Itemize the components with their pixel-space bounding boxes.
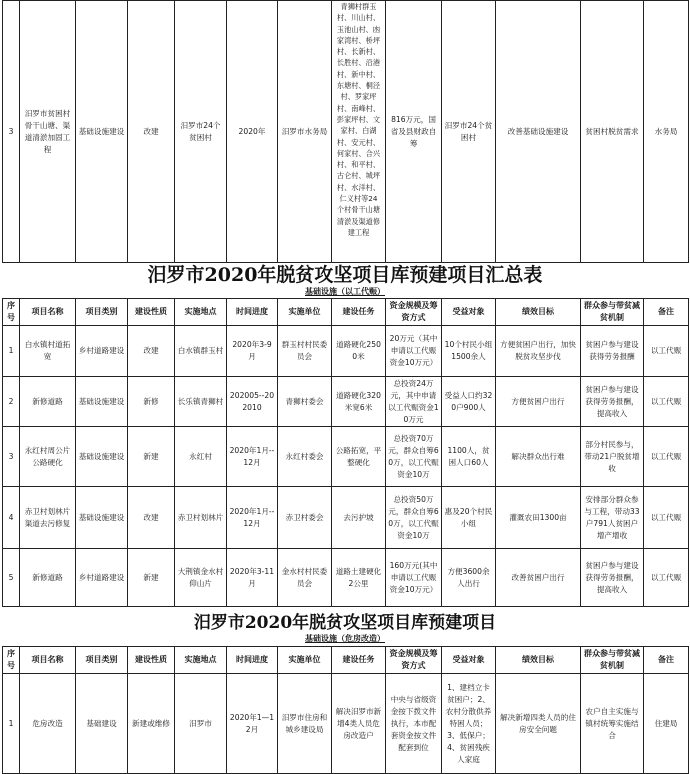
table-cell: 解决汨罗市新增4类人员危房改造户 — [332, 674, 386, 774]
table-cell: 基础设施建设 — [76, 487, 128, 549]
header-cell: 序号 — [3, 647, 20, 674]
table-cell: 危房改造 — [20, 674, 76, 774]
top-beneficiary: 汨罗市24个贫困村 — [442, 1, 496, 263]
top-task: 青狮村群玉村、川山村、玉池山村、凼家湾村、桥坪村、长新村、长胜村、沿港村、新中村、东塘村、桐泾村、罗家坪村、南峰村、彭家坪村、文家村、白湖村、安元村、何家村、合兴村、和平村、古仑村、城坪村、水洋村、仁义村等24个村骨干山塘清淤及渠道修建工程 — [336, 2, 381, 237]
table-cell: 永红村周公片公路硬化 — [20, 427, 76, 487]
header-cell: 群众参与带贫减贫机制 — [581, 299, 644, 326]
table-cell: 方便3600余人出行 — [442, 549, 496, 607]
top-project-type: 基础设施建设 — [76, 1, 128, 263]
section2-title: 汨罗市2020年脱贫攻坚项目库预建项目 — [193, 613, 497, 633]
table-cell: 公路拓宽，平整硬化 — [332, 427, 386, 487]
top-mechanism: 贫困村脱贫需求 — [581, 1, 644, 263]
header-cell: 项目名称 — [20, 647, 76, 674]
header-cell: 建设任务 — [332, 299, 386, 326]
table-row — [3, 487, 689, 549]
table-cell: 2020年1月--12月 — [227, 487, 278, 549]
table-cell: 202005--202010 — [227, 377, 278, 427]
table-cell: 2020年1—12月 — [227, 674, 278, 774]
table-cell: 2020年1月--12月 — [227, 427, 278, 487]
header-cell: 绩效目标 — [496, 647, 581, 674]
table-cell: 新修道路 — [20, 377, 76, 427]
table-cell: 总投资24万元，其中申请以工代赈资金10万元 — [386, 377, 442, 427]
table-cell: 受益人口约320户900人 — [442, 377, 496, 427]
table-cell: 青狮村委会 — [278, 377, 332, 427]
header-cell: 受益对象 — [442, 299, 496, 326]
top-time: 2020年 — [227, 1, 278, 263]
table-row — [3, 377, 689, 427]
section1-subtitle: 基础设施（以工代赈） — [305, 287, 385, 296]
header-cell: 绩效目标 — [496, 299, 581, 326]
top-fragment-table — [2, 0, 689, 263]
header-cell: 资金规模及筹资方式 — [386, 647, 442, 674]
top-note: 水务局 — [644, 1, 689, 263]
section1-header-row — [3, 299, 689, 326]
header-cell: 受益对象 — [442, 647, 496, 674]
header-cell: 时间进度 — [227, 299, 278, 326]
table-cell: 解决群众出行难 — [496, 427, 581, 487]
table-cell: 方便贫困户出行 — [496, 377, 581, 427]
table-cell: 4 — [3, 487, 20, 549]
table-cell: 永红村 — [175, 427, 227, 487]
table-cell: 贫困户参与建设获得劳务报酬，提高收入 — [581, 377, 644, 427]
top-project-name: 汨罗市贫困村骨干山塘、渠道清淤加固工程 — [20, 1, 76, 263]
table-cell: 大荆镇金水村仰山片 — [175, 549, 227, 607]
table-cell: 10个村民小组1500余人 — [442, 326, 496, 377]
top-goal: 改善基础设施建设 — [496, 1, 581, 263]
header-cell: 实施地点 — [175, 647, 227, 674]
table-cell: 道路硬化2500米 — [332, 326, 386, 377]
table-cell: 以工代赈 — [644, 549, 689, 607]
top-fund: 816万元，国省及县财政自筹 — [386, 1, 442, 263]
table-cell: 解决新增四类人员的住房安全问题 — [496, 674, 581, 774]
table-cell: 1 — [3, 326, 20, 377]
table-cell: 永红村委会 — [278, 427, 332, 487]
section2-subtitle: 基础设施（危房改造） — [305, 634, 385, 643]
header-cell: 建设性质 — [128, 299, 175, 326]
header-cell: 实施单位 — [278, 299, 332, 326]
table-cell: 农户自主实施与镇村统筹实施结合 — [581, 674, 644, 774]
table-cell: 灌溉农田1300亩 — [496, 487, 581, 549]
table-cell: 赤卫村划林片 — [175, 487, 227, 549]
table-cell: 以工代赈 — [644, 427, 689, 487]
table-cell: 以工代赈 — [644, 377, 689, 427]
table-cell: 汨罗市住房和城乡建设局 — [278, 674, 332, 774]
table-cell: 2020年3-11月 — [227, 549, 278, 607]
table-cell: 贫困户参与建设获得劳务报酬 — [581, 326, 644, 377]
table-cell: 20万元（其中申请以工代赈资金10万元） — [386, 326, 442, 377]
table-cell: 赤卫村委会 — [278, 487, 332, 549]
header-cell: 备注 — [644, 647, 689, 674]
table-cell: 1 — [3, 674, 20, 774]
table-cell: 新修 — [128, 377, 175, 427]
table-cell: 1100人，贫困人口60人 — [442, 427, 496, 487]
table-cell: 总投资50万元，群众自筹60万，以工代赈资金10万 — [386, 487, 442, 549]
header-cell: 项目名称 — [20, 299, 76, 326]
header-cell: 实施单位 — [278, 647, 332, 674]
header-cell: 建设性质 — [128, 647, 175, 674]
header-cell: 项目类别 — [76, 647, 128, 674]
table-cell: 以工代赈 — [644, 487, 689, 549]
top-no: 3 — [3, 1, 20, 263]
table-cell: 乡村道路建设 — [76, 549, 128, 607]
table-cell: 中央与省级资金按下拨文件执行，本市配套资金按文件配套到位 — [386, 674, 442, 774]
table-cell: 惠及20个村民小组 — [442, 487, 496, 549]
table-cell: 160万元(其中申请以工代赈资金10万元） — [386, 549, 442, 607]
section2-table — [2, 646, 689, 774]
table-cell: 改建 — [128, 326, 175, 377]
table-cell: 2020年3-9月 — [227, 326, 278, 377]
header-cell: 时间进度 — [227, 647, 278, 674]
table-cell: 住建局 — [644, 674, 689, 774]
table-cell: 白水镇村道拓宽 — [20, 326, 76, 377]
top-unit: 汨罗市水务局 — [278, 1, 332, 263]
table-cell: 5 — [3, 549, 20, 607]
table-cell: 总投资70万元，群众自筹60万，以工代赈资金10万 — [386, 427, 442, 487]
table-cell: 基础设施建设 — [76, 377, 128, 427]
top-location: 汨罗市24个贫困村 — [175, 1, 227, 263]
header-cell: 资金规模及筹资方式 — [386, 299, 442, 326]
table-cell: 新建 — [128, 427, 175, 487]
table-cell: 基础建设 — [76, 674, 128, 774]
table-cell: 贫困户参与建设获得劳务报酬，提高收入 — [581, 549, 644, 607]
table-cell: 方便贫困户出行，加快脱贫攻坚步伐 — [496, 326, 581, 377]
section1-title: 汨罗市2020年脱贫攻坚项目库预建项目汇总表 — [147, 264, 543, 286]
section1-table — [2, 298, 689, 607]
table-cell: 改善贫困户出行 — [496, 549, 581, 607]
table-cell: 道路硬化320米宽6米 — [332, 377, 386, 427]
table-cell: 金水村村民委员会 — [278, 549, 332, 607]
table-cell: 2 — [3, 377, 20, 427]
table-cell: 基础设施建设 — [76, 427, 128, 487]
table-cell: 去污护坡 — [332, 487, 386, 549]
table-cell: 新修道路 — [20, 549, 76, 607]
table-cell: 汨罗市 — [175, 674, 227, 774]
table-cell: 赤卫村划林片渠道去污修复 — [20, 487, 76, 549]
section2-header-row — [3, 647, 689, 674]
table-cell: 3 — [3, 427, 20, 487]
table-cell: 白水镇群玉村 — [175, 326, 227, 377]
table-row — [3, 549, 689, 607]
header-cell: 实施地点 — [175, 299, 227, 326]
header-cell: 序号 — [3, 299, 20, 326]
table-row — [3, 326, 689, 377]
header-cell: 项目类别 — [76, 299, 128, 326]
table-cell: 道路土建硬化2公里 — [332, 549, 386, 607]
table-row — [3, 674, 689, 774]
header-cell: 备注 — [644, 299, 689, 326]
table-cell: 改建 — [128, 487, 175, 549]
table-cell: 部分村民参与，带动21户脱贫增收 — [581, 427, 644, 487]
table-row — [3, 427, 689, 487]
table-cell: 以工代赈 — [644, 326, 689, 377]
table-cell: 新建或维修 — [128, 674, 175, 774]
table-cell: 安排部分群众参与工程，带动33户791人贫困户增产增收 — [581, 487, 644, 549]
header-cell: 群众参与带贫减贫机制 — [581, 647, 644, 674]
table-cell: 群玉村村民委员会 — [278, 326, 332, 377]
table-cell: 1、建档立卡贫困户；2、农村分散供养特困人员；3、低保户；4、贫困残疾人家庭 — [442, 674, 496, 774]
top-nature: 改建 — [128, 1, 175, 263]
header-cell: 建设任务 — [332, 647, 386, 674]
table-cell: 新建 — [128, 549, 175, 607]
table-cell: 乡村道路建设 — [76, 326, 128, 377]
table-cell: 长乐镇青狮村 — [175, 377, 227, 427]
